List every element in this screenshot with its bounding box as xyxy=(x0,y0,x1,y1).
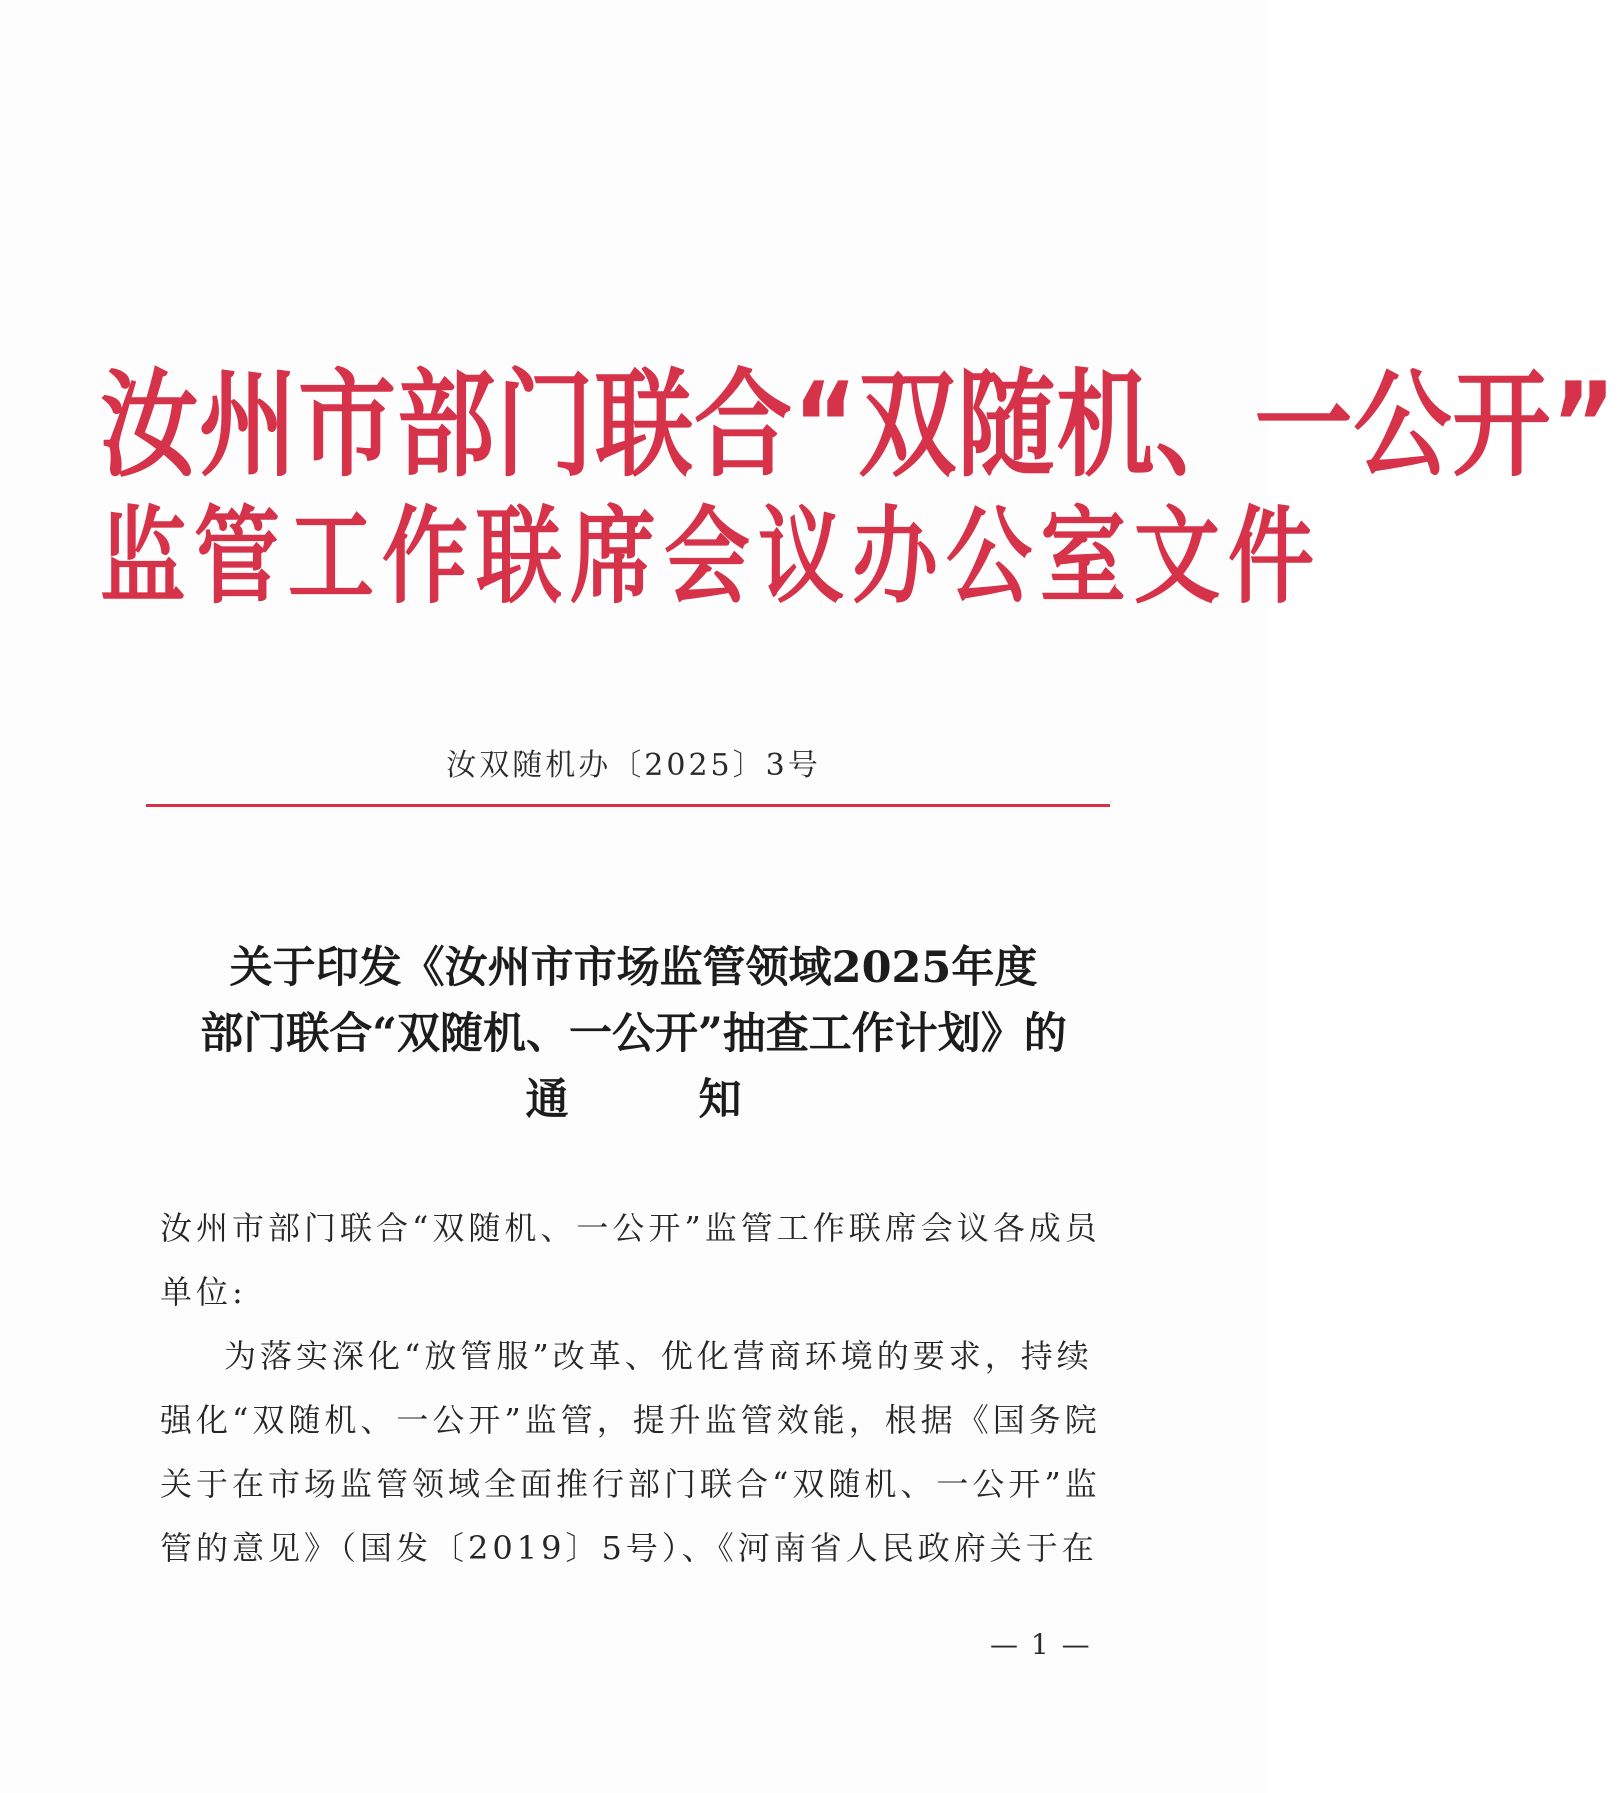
body-line-1: 为落实深化“放管服”改革、优化营商环境的要求，持续 xyxy=(224,1337,1093,1375)
title-line-2: 部门联合“双随机、一公开”抽查工作计划》的 xyxy=(200,1009,1067,1059)
body-line-3: 关于在市场监管领域全面推行部门联合“双随机、一公开”监 xyxy=(160,1465,1101,1503)
masthead-line-2: 监管工作联席会议办公室文件 xyxy=(100,496,1322,619)
salutation-line-1: 汝州市部门联合“双随机、一公开”监管工作联席会议各成员 xyxy=(160,1209,1101,1247)
title-line-3 xyxy=(0,1066,1267,1127)
title-char-zhi: 知 xyxy=(698,1075,742,1125)
salutation-line-2: 单位: xyxy=(160,1273,247,1311)
document-number: 汝双随机办〔2025〕3号 xyxy=(446,748,821,783)
body-line-2: 强化“双随机、一公开”监管，提升监管效能，根据《国务院 xyxy=(160,1401,1101,1439)
body-paragraph xyxy=(160,1324,1110,1580)
masthead-line-1: 汝州市部门联合“双随机、一公开” xyxy=(100,358,1617,494)
title-char-tong: 通 xyxy=(525,1075,569,1125)
red-separator-line xyxy=(146,804,1110,807)
salutation xyxy=(160,1196,1110,1324)
body-line-4: 管的意见》（国发〔2019〕5号）、《河南省人民政府关于在 xyxy=(160,1529,1098,1567)
page-number: — 1 — xyxy=(990,1628,1092,1661)
title-line-1: 关于印发《汝州市市场监管领域2025年度 xyxy=(229,943,1038,993)
